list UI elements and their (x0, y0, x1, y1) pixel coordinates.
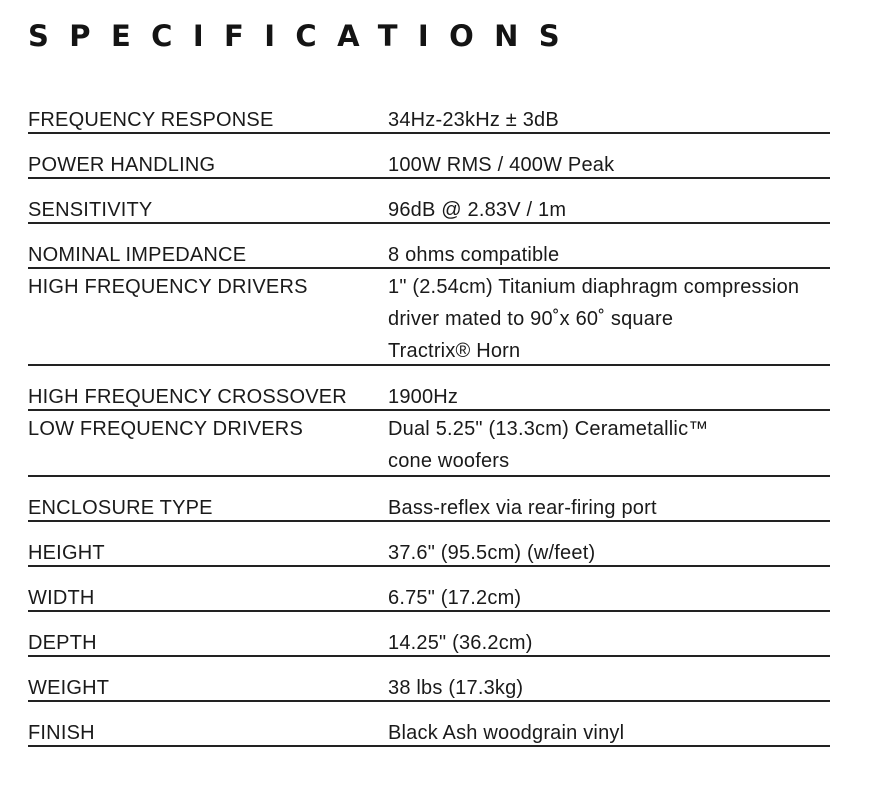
spec-row-enclosure-type (28, 490, 830, 522)
spec-value: 6.75" (17.2cm) (388, 587, 522, 609)
spec-row-height (28, 535, 830, 567)
spec-row-high-frequency-drivers (28, 269, 830, 366)
spec-value (388, 413, 708, 477)
spec-row-depth (28, 625, 830, 657)
spec-value: 34Hz-23kHz ± 3dB (388, 109, 559, 131)
spec-value: Black Ash woodgrain vinyl (388, 722, 625, 744)
spec-row-low-frequency-drivers (28, 411, 830, 477)
spec-row-sensitivity (28, 192, 830, 224)
spec-value-line: 1" (2.54cm) Titanium diaphragm compression (388, 276, 800, 298)
spec-row-frequency-response (28, 102, 830, 134)
spec-value: 14.25" (36.2cm) (388, 632, 533, 654)
spec-label: WIDTH (28, 587, 95, 609)
spec-label: HIGH FREQUENCY CROSSOVER (28, 386, 347, 408)
spec-label: LOW FREQUENCY DRIVERS (28, 418, 303, 440)
spec-label: NOMINAL IMPEDANCE (28, 244, 247, 266)
spec-value-line: driver mated to 90˚x 60˚ square (388, 308, 674, 330)
spec-value: 8 ohms compatible (388, 244, 560, 266)
spec-value: 37.6" (95.5cm) (w/feet) (388, 542, 596, 564)
spec-value: 38 lbs (17.3kg) (388, 677, 524, 699)
spec-value-line: Dual 5.25" (13.3cm) Cerametallic™ (388, 418, 709, 440)
spec-label: FINISH (28, 722, 95, 744)
spec-row-width (28, 580, 830, 612)
spec-value: 100W RMS / 400W Peak (388, 154, 615, 176)
spec-value-line: cone woofers (388, 450, 510, 472)
spec-row-weight (28, 670, 830, 702)
spec-label: WEIGHT (28, 677, 110, 699)
spec-value (388, 271, 799, 367)
spec-label: SENSITIVITY (28, 199, 153, 221)
spec-label: POWER HANDLING (28, 154, 216, 176)
spec-row-high-frequency-crossover (28, 379, 830, 411)
spec-value: Bass-reflex via rear-firing port (388, 497, 657, 519)
spec-row-finish (28, 715, 830, 747)
spec-label: HEIGHT (28, 542, 105, 564)
spec-label: DEPTH (28, 632, 97, 654)
spec-label: ENCLOSURE TYPE (28, 497, 213, 519)
spec-label: HIGH FREQUENCY DRIVERS (28, 276, 308, 298)
spec-row-power-handling (28, 147, 830, 179)
spec-row-nominal-impedance (28, 237, 830, 269)
page-title: SPECIFICATIONS (28, 19, 581, 53)
spec-value-line: Tractrix® Horn (388, 340, 521, 362)
spec-value: 96dB @ 2.83V / 1m (388, 199, 567, 221)
spec-value: 1900Hz (388, 386, 459, 408)
spec-label: FREQUENCY RESPONSE (28, 109, 274, 131)
